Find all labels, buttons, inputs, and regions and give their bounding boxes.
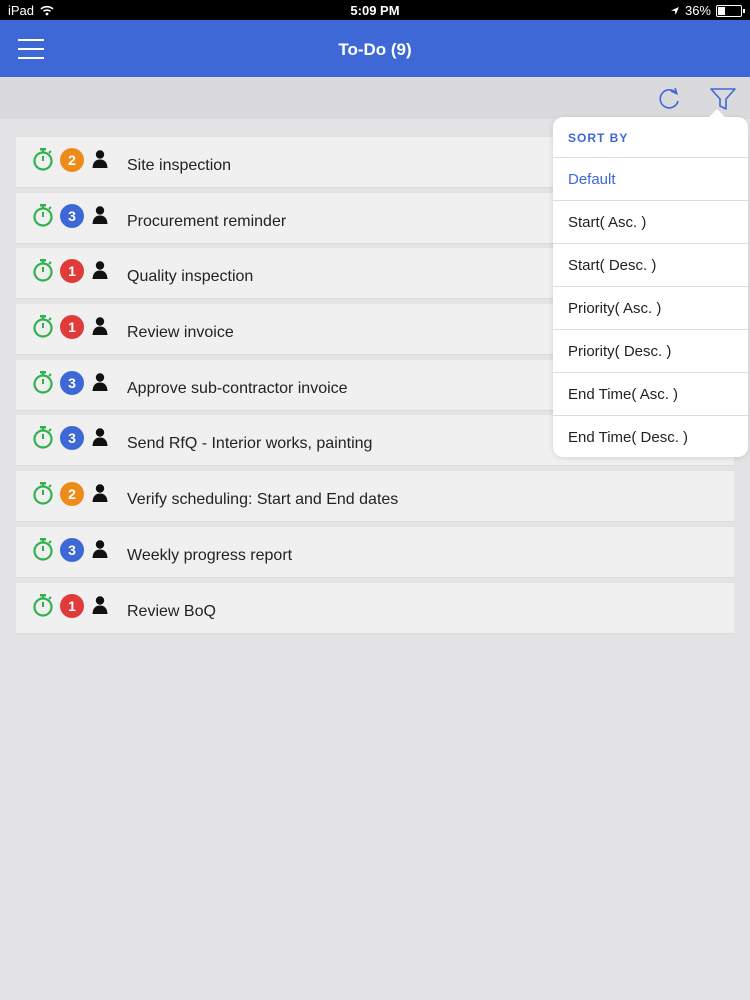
sort-option-priority-asc[interactable]: Priority( Asc. )	[553, 287, 748, 330]
stopwatch-icon	[32, 203, 54, 227]
priority-badge: 3	[60, 204, 84, 228]
priority-badge: 1	[60, 259, 84, 283]
task-title: Quality inspection	[127, 268, 254, 286]
refresh-icon[interactable]	[656, 85, 684, 113]
task-title: Review invoice	[127, 324, 234, 342]
person-icon	[92, 205, 108, 225]
task-title: Review BoQ	[127, 602, 216, 620]
sort-popover	[553, 117, 748, 457]
page-title: To-Do (9)	[338, 40, 412, 59]
sort-option-priority-desc[interactable]: Priority( Desc. )	[553, 330, 748, 373]
stopwatch-icon	[32, 258, 54, 282]
person-icon	[92, 316, 108, 336]
stopwatch-icon	[32, 481, 54, 505]
nav-bar	[0, 20, 750, 77]
popover-arrow	[708, 109, 726, 118]
priority-badge: 3	[60, 426, 84, 450]
task-title: Procurement reminder	[127, 212, 287, 230]
stopwatch-icon	[32, 314, 54, 338]
task-title: Site inspection	[127, 157, 232, 174]
person-icon	[92, 149, 108, 169]
task-title: Weekly progress report	[127, 546, 293, 564]
list-item[interactable]	[16, 471, 734, 522]
sort-option-end-time-desc[interactable]: End Time( Desc. )	[568, 429, 689, 446]
toolbar	[0, 77, 750, 119]
stopwatch-icon	[32, 147, 54, 171]
task-title: Verify scheduling: Start and End dates	[127, 491, 399, 509]
task-title: Approve sub-contractor invoice	[127, 379, 348, 397]
person-icon	[92, 595, 108, 615]
device-label: iPad	[8, 3, 35, 18]
priority-badge: 1	[60, 315, 84, 339]
person-icon	[92, 260, 108, 280]
sort-by-header: SORT BY	[553, 117, 748, 158]
stopwatch-icon	[32, 370, 54, 394]
task-title: Send RfQ - Interior works, painting	[127, 435, 373, 453]
stopwatch-icon	[32, 425, 54, 449]
list-item[interactable]	[16, 527, 734, 578]
battery-icon	[716, 5, 742, 17]
status-time: 5:09 PM	[350, 3, 400, 18]
person-icon	[92, 427, 108, 447]
priority-badge: 2	[60, 482, 84, 506]
priority-badge: 2	[60, 148, 84, 172]
priority-badge: 3	[60, 371, 84, 395]
sort-option-default[interactable]: Default	[553, 158, 748, 201]
sort-option-end-time-asc[interactable]: End Time( Asc. )	[553, 373, 748, 416]
sort-option-start-desc[interactable]: Start( Desc. )	[553, 244, 748, 287]
status-bar	[0, 0, 750, 20]
stopwatch-icon	[32, 593, 54, 617]
status-right	[670, 3, 742, 18]
location-arrow-icon	[670, 6, 680, 16]
person-icon	[92, 372, 108, 392]
battery-percent: 36%	[684, 3, 711, 18]
list-item[interactable]	[16, 583, 734, 634]
sort-option-start-asc[interactable]: Start( Asc. )	[553, 201, 748, 244]
person-icon	[92, 539, 108, 559]
priority-badge: 1	[60, 594, 84, 618]
person-icon	[92, 483, 108, 503]
priority-badge: 3	[60, 538, 84, 562]
stopwatch-icon	[32, 537, 54, 561]
